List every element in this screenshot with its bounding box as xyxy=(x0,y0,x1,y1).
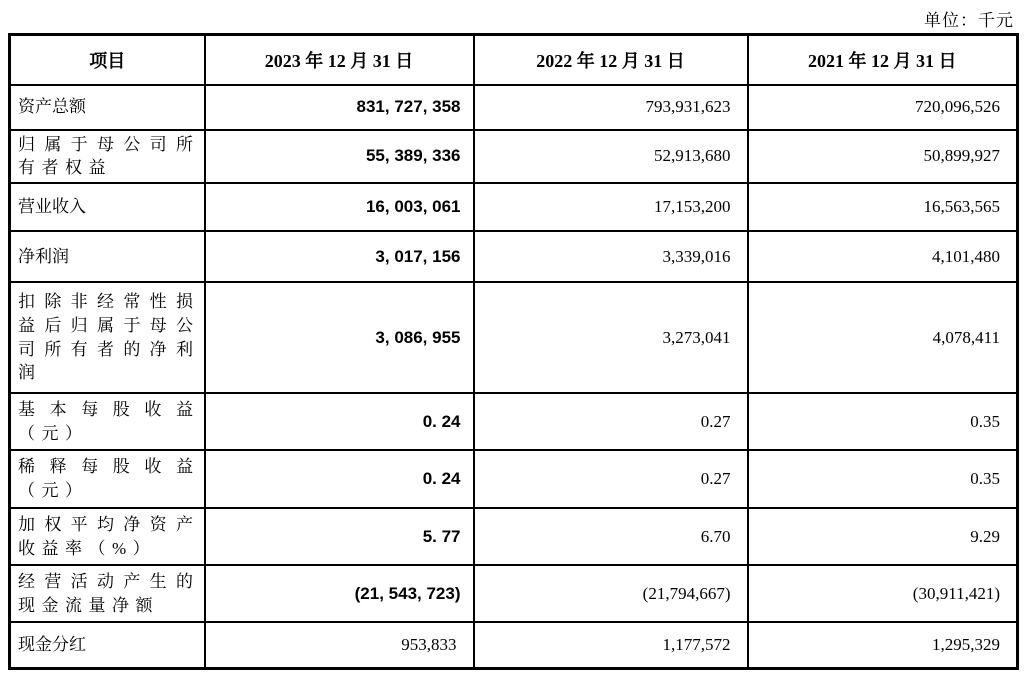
value-2021: 0.35 xyxy=(748,450,1018,508)
row-label: 基本每股收益（元） xyxy=(10,393,205,450)
row-label: 资产总额 xyxy=(10,85,205,130)
value-2023: 831, 727, 358 xyxy=(205,85,474,130)
value-2023: 953,833 xyxy=(205,622,474,668)
value-2022: 793,931,623 xyxy=(474,85,748,130)
value-2023: (21, 543, 723) xyxy=(205,565,474,622)
row-label: 经营活动产生的现金流量净额 xyxy=(10,565,205,622)
value-2023: 0. 24 xyxy=(205,393,474,450)
value-2023: 16, 003, 061 xyxy=(205,183,474,231)
value-2022: 3,273,041 xyxy=(474,282,748,393)
row-label: 加权平均净资产收益率（%） xyxy=(10,508,205,565)
table-row xyxy=(10,282,1018,393)
value-2021: (30,911,421) xyxy=(748,565,1018,622)
row-label: 归属于母公司所有者权益 xyxy=(10,130,205,184)
row-label: 稀释每股收益（元） xyxy=(10,450,205,508)
value-2022: 17,153,200 xyxy=(474,183,748,231)
table-row xyxy=(10,508,1018,565)
value-2023: 55, 389, 336 xyxy=(205,130,474,184)
value-2023: 5. 77 xyxy=(205,508,474,565)
row-label: 净利润 xyxy=(10,231,205,282)
col-header-2021: 2021 年 12 月 31 日 xyxy=(748,35,1018,85)
value-2022: (21,794,667) xyxy=(474,565,748,622)
value-2021: 50,899,927 xyxy=(748,130,1018,184)
key-financials-table xyxy=(8,33,1019,670)
value-2023: 0. 24 xyxy=(205,450,474,508)
value-2022: 52,913,680 xyxy=(474,130,748,184)
value-2021: 1,295,329 xyxy=(748,622,1018,668)
table-row xyxy=(10,231,1018,282)
value-2023: 3, 017, 156 xyxy=(205,231,474,282)
row-label: 营业收入 xyxy=(10,183,205,231)
col-header-2022: 2022 年 12 月 31 日 xyxy=(474,35,748,85)
value-2022: 1,177,572 xyxy=(474,622,748,668)
unit-label: 单位：千元 xyxy=(924,11,1014,30)
value-2021: 16,563,565 xyxy=(748,183,1018,231)
table-row xyxy=(10,130,1018,184)
table-row xyxy=(10,183,1018,231)
table-row xyxy=(10,622,1018,668)
value-2021: 0.35 xyxy=(748,393,1018,450)
value-2022: 6.70 xyxy=(474,508,748,565)
value-2021: 4,101,480 xyxy=(748,231,1018,282)
table-row xyxy=(10,450,1018,508)
value-2023: 3, 086, 955 xyxy=(205,282,474,393)
value-2021: 4,078,411 xyxy=(748,282,1018,393)
table-row xyxy=(10,393,1018,450)
row-label: 现金分红 xyxy=(10,622,205,668)
row-label: 扣除非经常性损益后归属于母公司所有者的净利润 xyxy=(10,282,205,393)
value-2022: 0.27 xyxy=(474,450,748,508)
value-2021: 9.29 xyxy=(748,508,1018,565)
col-header-item: 项目 xyxy=(10,35,205,85)
col-header-2023: 2023 年 12 月 31 日 xyxy=(205,35,474,85)
value-2022: 0.27 xyxy=(474,393,748,450)
header-row xyxy=(10,35,1018,85)
value-2022: 3,339,016 xyxy=(474,231,748,282)
value-2021: 720,096,526 xyxy=(748,85,1018,130)
table-row xyxy=(10,565,1018,622)
table-row xyxy=(10,85,1018,130)
